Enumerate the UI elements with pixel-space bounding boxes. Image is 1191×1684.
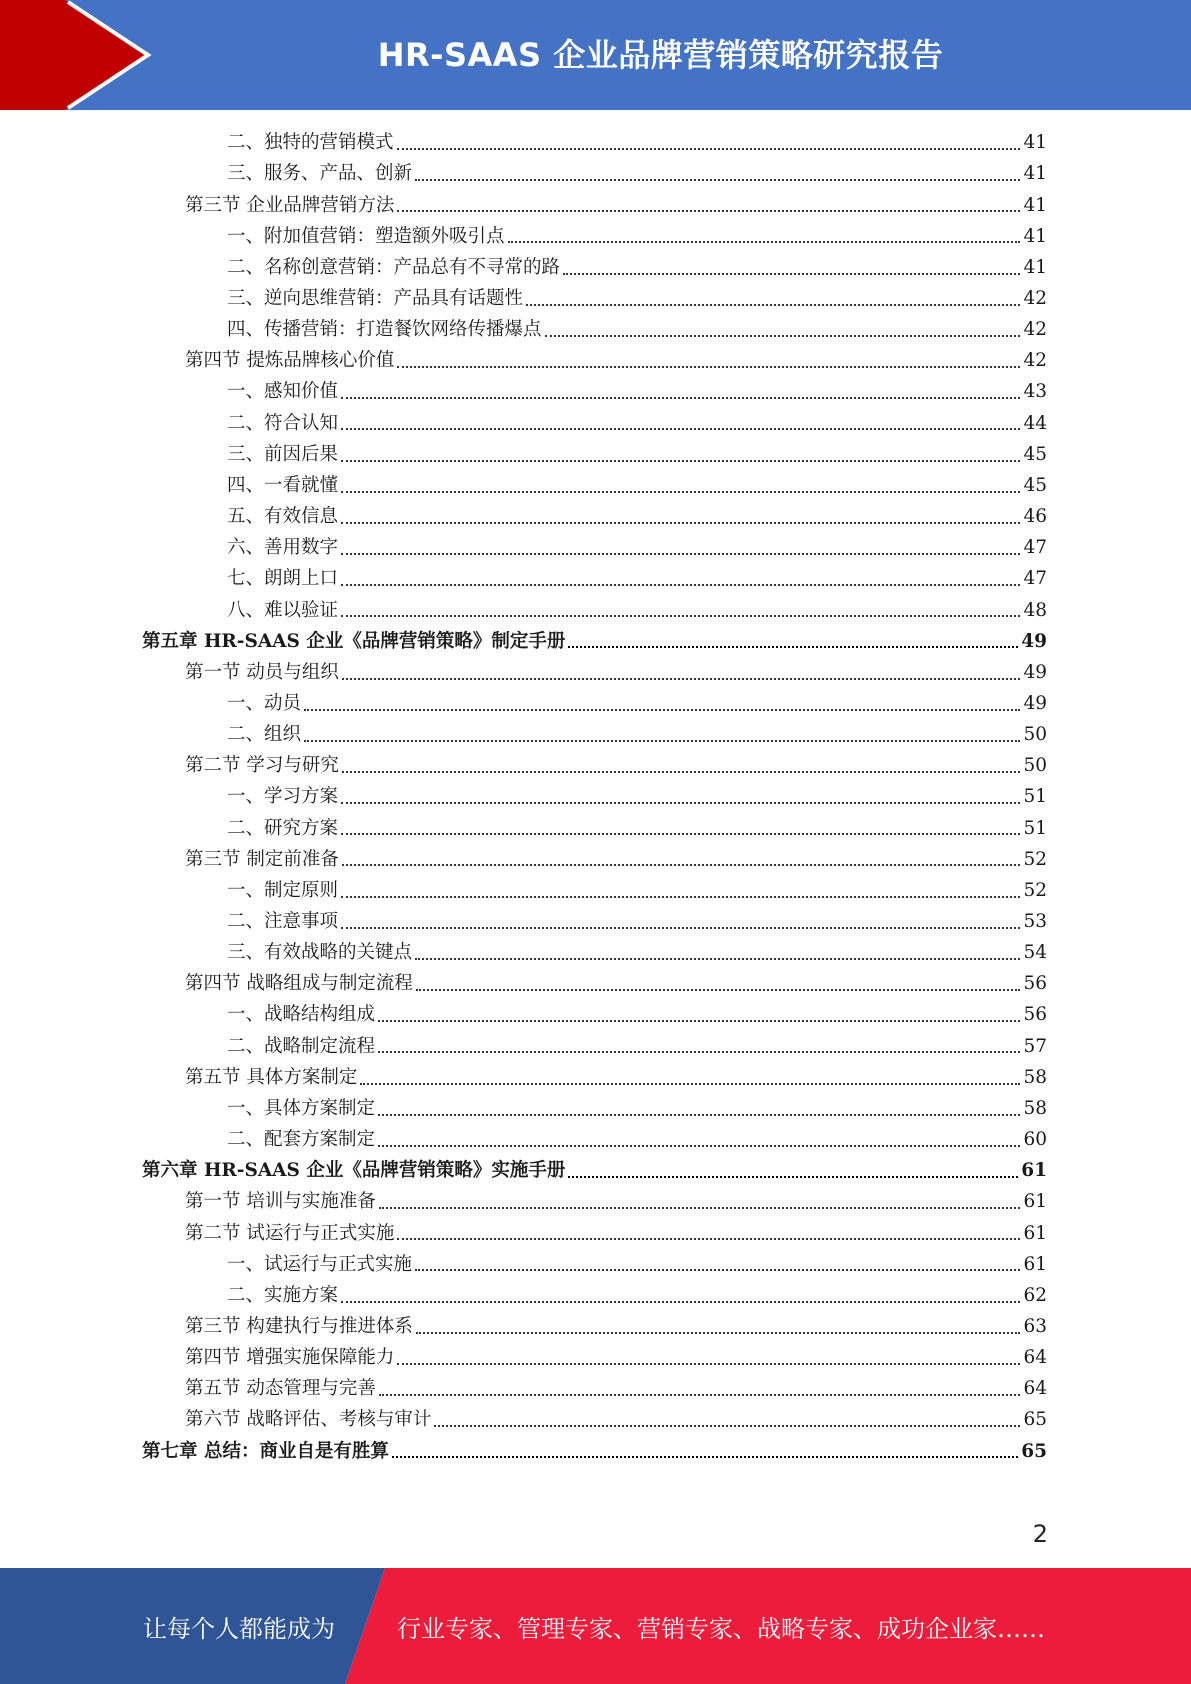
toc-entry-label: 三、逆向思维营销：产品具有话题性 <box>227 288 524 309</box>
toc-entry-label: 第一节 培训与实施准备 <box>185 1191 376 1213</box>
toc-chapter-entry[interactable] <box>142 1436 1047 1467</box>
toc-entry-page: 53 <box>1023 911 1047 932</box>
toc-subsection-entry[interactable] <box>227 1094 1047 1125</box>
toc-entry-label: 第六章 HR-SAAS 企业《品牌营销策略》实施手册 <box>142 1160 566 1182</box>
toc-dot-leader <box>341 926 1020 929</box>
toc-dot-leader <box>379 1393 1021 1396</box>
toc-entry-label: 一、动员 <box>227 692 302 714</box>
toc-chapter-entry[interactable] <box>142 626 1047 657</box>
toc-entry-page: 65 <box>1021 1440 1047 1462</box>
toc-subsection-entry[interactable] <box>227 720 1047 751</box>
toc-entry-page: 56 <box>1023 1004 1047 1026</box>
toc-subsection-entry[interactable] <box>227 1281 1047 1312</box>
toc-entry-page: 61 <box>1021 1160 1047 1182</box>
toc-subsection-entry[interactable] <box>227 1249 1047 1280</box>
toc-entry-label: 二、实施方案 <box>227 1284 339 1306</box>
toc-dot-leader <box>341 801 1020 804</box>
toc-entry-page: 42 <box>1023 350 1047 372</box>
toc-entry-page: 48 <box>1023 599 1047 621</box>
toc-entry-label: 八、难以验证 <box>227 599 339 621</box>
toc-entry-label: 第五节 动态管理与完善 <box>185 1378 376 1400</box>
page-footer <box>0 1568 1191 1684</box>
toc-entry-page: 64 <box>1023 1378 1047 1400</box>
toc-dot-leader <box>360 1082 1020 1085</box>
toc-dot-leader <box>397 365 1020 368</box>
toc-subsection-entry[interactable] <box>227 502 1047 533</box>
toc-dot-leader <box>379 1206 1021 1209</box>
toc-section-entry[interactable] <box>185 190 1047 221</box>
toc-subsection-entry[interactable] <box>227 564 1047 595</box>
toc-subsection-entry[interactable] <box>227 471 1047 502</box>
toc-subsection-entry[interactable] <box>227 782 1047 813</box>
toc-dot-leader <box>568 1175 1018 1178</box>
toc-entry-page: 51 <box>1023 817 1047 839</box>
toc-subsection-entry[interactable] <box>227 315 1047 346</box>
toc-dot-leader <box>341 490 1020 493</box>
toc-entry-page: 63 <box>1023 1315 1047 1337</box>
toc-entry-label: 第四节 提炼品牌核心价值 <box>185 350 395 372</box>
page-header <box>0 0 1191 110</box>
toc-entry-page: 42 <box>1023 319 1047 341</box>
toc-entry-label: 第二节 试运行与正式实施 <box>185 1222 395 1244</box>
toc-entry-label: 第三节 制定前准备 <box>185 848 339 870</box>
toc-dot-leader <box>397 1237 1020 1240</box>
toc-subsection-entry[interactable] <box>227 377 1047 408</box>
toc-dot-leader <box>341 583 1020 586</box>
toc-entry-page: 41 <box>1023 132 1047 154</box>
toc-subsection-entry[interactable] <box>227 128 1047 159</box>
toc-entry-page: 52 <box>1023 848 1047 870</box>
report-title: HR-SAAS 企业品牌营销策略研究报告 <box>377 35 944 74</box>
toc-entry-page: 51 <box>1023 786 1047 808</box>
toc-entry-label: 三、前因后果 <box>227 443 339 465</box>
toc-entry-label: 第三节 构建执行与推进体系 <box>185 1315 413 1337</box>
toc-dot-leader <box>341 614 1020 617</box>
toc-dot-leader <box>378 1144 1020 1147</box>
toc-entry-page: 60 <box>1023 1129 1047 1151</box>
toc-section-entry[interactable] <box>185 1063 1047 1094</box>
toc-dot-leader <box>416 988 1021 991</box>
toc-dot-leader <box>397 147 1021 150</box>
header-red-arrow <box>0 0 150 110</box>
toc-entry-page: 57 <box>1023 1035 1047 1057</box>
toc-entry-label: 第五节 具体方案制定 <box>185 1066 358 1088</box>
toc-entry-page: 45 <box>1023 474 1047 496</box>
toc-entry-page: 43 <box>1023 381 1047 403</box>
toc-dot-leader <box>563 272 1020 275</box>
toc-subsection-entry[interactable] <box>227 813 1047 844</box>
toc-subsection-entry[interactable] <box>227 876 1047 907</box>
toc-entry-label: 二、研究方案 <box>227 817 339 839</box>
toc-entry-label: 二、符合认知 <box>227 412 339 434</box>
toc-entry-label: 二、组织 <box>227 724 302 746</box>
toc-entry-page: 61 <box>1023 1222 1047 1244</box>
toc-entry-page: 61 <box>1023 1191 1047 1213</box>
toc-entry-label: 第五章 HR-SAAS 企业《品牌营销策略》制定手册 <box>142 630 566 652</box>
toc-dot-leader <box>304 739 1020 742</box>
toc-entry-page: 65 <box>1023 1409 1047 1431</box>
toc-section-entry[interactable] <box>185 1312 1047 1343</box>
toc-subsection-entry[interactable] <box>227 907 1047 938</box>
toc-section-entry[interactable] <box>185 658 1047 689</box>
toc-entry-page: 50 <box>1023 724 1047 746</box>
toc-entry-page: 50 <box>1023 755 1047 777</box>
toc-dot-leader <box>415 957 1020 960</box>
toc-dot-leader <box>397 1362 1020 1365</box>
toc-entry-label: 三、服务、产品、创新 <box>227 163 413 185</box>
toc-dot-leader <box>341 427 1020 430</box>
toc-entry-label: 一、战略结构组成 <box>227 1004 376 1026</box>
toc-entry-label: 三、有效战略的关键点 <box>227 942 413 964</box>
toc-entry-page: 41 <box>1023 225 1047 247</box>
toc-entry-page: 52 <box>1023 879 1047 901</box>
toc-dot-leader <box>341 521 1020 524</box>
toc-entry-page: 61 <box>1023 1253 1047 1275</box>
toc-entry-label: 二、配套方案制定 <box>227 1129 376 1151</box>
toc-entry-label: 二、独特的营销模式 <box>227 132 394 154</box>
toc-entry-label: 一、感知价值 <box>227 381 339 403</box>
toc-subsection-entry[interactable] <box>227 221 1047 252</box>
toc-dot-leader <box>397 209 1020 212</box>
toc-section-entry[interactable] <box>185 1187 1047 1218</box>
toc-entry-label: 四、传播营销：打造餐饮网络传播爆点 <box>227 319 542 341</box>
toc-entry-page: 45 <box>1023 443 1047 465</box>
toc-entry-page: 49 <box>1023 661 1047 683</box>
toc-dot-leader <box>568 645 1018 648</box>
toc-dot-leader <box>415 1268 1020 1271</box>
toc-entry-page: 49 <box>1021 630 1047 652</box>
toc-entry-label: 二、战略制定流程 <box>227 1035 376 1057</box>
toc-subsection-entry[interactable] <box>227 595 1047 626</box>
toc-dot-leader <box>378 1113 1020 1116</box>
toc-dot-leader <box>342 770 1021 773</box>
toc-entry-page: 47 <box>1023 568 1047 590</box>
toc-subsection-entry[interactable] <box>227 938 1047 969</box>
toc-dot-leader <box>341 459 1020 462</box>
toc-subsection-entry[interactable] <box>227 533 1047 564</box>
toc-section-entry[interactable] <box>185 346 1047 377</box>
toc-entry-label: 第六节 战略评估、考核与审计 <box>185 1409 432 1431</box>
toc-dot-leader <box>378 1050 1020 1053</box>
toc-entry-label: 第二节 学习与研究 <box>185 755 339 777</box>
toc-dot-leader <box>392 1455 1018 1458</box>
toc-section-entry[interactable] <box>185 844 1047 875</box>
toc-subsection-entry[interactable] <box>227 1000 1047 1031</box>
toc-subsection-entry[interactable] <box>227 159 1047 190</box>
toc-entry-page: 41 <box>1023 256 1047 278</box>
toc-dot-leader <box>416 1331 1021 1334</box>
toc-entry-page: 44 <box>1023 412 1047 434</box>
toc-entry-page: 42 <box>1023 288 1047 309</box>
toc-chapter-entry[interactable] <box>142 1156 1047 1187</box>
toc-entry-page: 58 <box>1023 1097 1047 1119</box>
toc-section-entry[interactable] <box>185 1343 1047 1374</box>
toc-entry-page: 64 <box>1023 1347 1047 1369</box>
toc-entry-label: 四、一看就懂 <box>227 474 339 496</box>
toc-entry-label: 七、朗朗上口 <box>227 568 339 590</box>
toc-entry-page: 49 <box>1023 692 1047 714</box>
toc-entry-page: 41 <box>1023 194 1047 216</box>
toc-entry-label: 第七章 总结：商业自是有胜算 <box>142 1440 389 1462</box>
footer-slogan-left: 让每个人都能成为 <box>143 1614 335 1643</box>
toc-entry-page: 47 <box>1023 537 1047 559</box>
toc-entry-label: 第三节 企业品牌营销方法 <box>185 194 395 216</box>
toc-subsection-entry[interactable] <box>227 440 1047 471</box>
toc-entry-label: 二、注意事项 <box>227 911 339 932</box>
toc-entry-label: 一、制定原则 <box>227 879 339 901</box>
page-number: 2 <box>1032 1520 1048 1548</box>
toc-section-entry[interactable] <box>185 751 1047 782</box>
toc-entry-label: 第四节 战略组成与制定流程 <box>185 973 413 995</box>
toc-entry-page: 54 <box>1023 942 1047 964</box>
toc-section-entry[interactable] <box>185 1405 1047 1436</box>
toc-entry-label: 一、附加值营销：塑造额外吸引点 <box>227 225 505 247</box>
toc-entry-label: 一、试运行与正式实施 <box>227 1253 413 1275</box>
toc-dot-leader <box>342 863 1021 866</box>
toc-subsection-entry[interactable] <box>227 689 1047 720</box>
toc-entry-page: 41 <box>1023 163 1047 185</box>
toc-dot-leader <box>341 396 1020 399</box>
toc-dot-leader <box>342 677 1021 680</box>
toc-dot-leader <box>434 1424 1020 1427</box>
toc-subsection-entry[interactable] <box>227 408 1047 439</box>
toc-entry-label: 一、具体方案制定 <box>227 1097 376 1119</box>
toc-entry-label: 一、学习方案 <box>227 786 339 808</box>
toc-dot-leader <box>341 552 1020 555</box>
toc-subsection-entry[interactable] <box>227 253 1047 284</box>
toc-entry-label: 五、有效信息 <box>227 506 339 528</box>
toc-entry-label: 第一节 动员与组织 <box>185 661 339 683</box>
toc-section-entry[interactable] <box>185 1218 1047 1249</box>
toc-dot-leader <box>341 895 1020 898</box>
toc-dot-leader <box>415 178 1020 181</box>
toc-entry-page: 46 <box>1023 506 1047 528</box>
toc-dot-leader <box>304 708 1020 711</box>
toc-subsection-entry[interactable] <box>227 1031 1047 1062</box>
toc-dot-leader <box>508 240 1021 243</box>
toc-subsection-entry[interactable] <box>227 284 1047 315</box>
toc-entry-label: 第四节 增强实施保障能力 <box>185 1347 395 1369</box>
toc-entry-label: 六、善用数字 <box>227 537 339 559</box>
toc-dot-leader <box>545 334 1021 337</box>
toc-entry-label: 二、名称创意营销：产品总有不寻常的路 <box>227 256 561 278</box>
toc-subsection-entry[interactable] <box>227 1125 1047 1156</box>
toc-entry-page: 58 <box>1023 1066 1047 1088</box>
toc-dot-leader <box>378 1019 1020 1022</box>
toc-section-entry[interactable] <box>185 969 1047 1000</box>
toc-entry-page: 62 <box>1023 1284 1047 1306</box>
toc-dot-leader <box>341 1300 1020 1303</box>
toc-dot-leader <box>341 832 1020 835</box>
toc-section-entry[interactable] <box>185 1374 1047 1405</box>
footer-slogan-right: 行业专家、管理专家、营销专家、战略专家、成功企业家…… <box>397 1614 1045 1643</box>
toc-dot-leader <box>526 303 1020 306</box>
toc-entry-page: 56 <box>1023 973 1047 995</box>
